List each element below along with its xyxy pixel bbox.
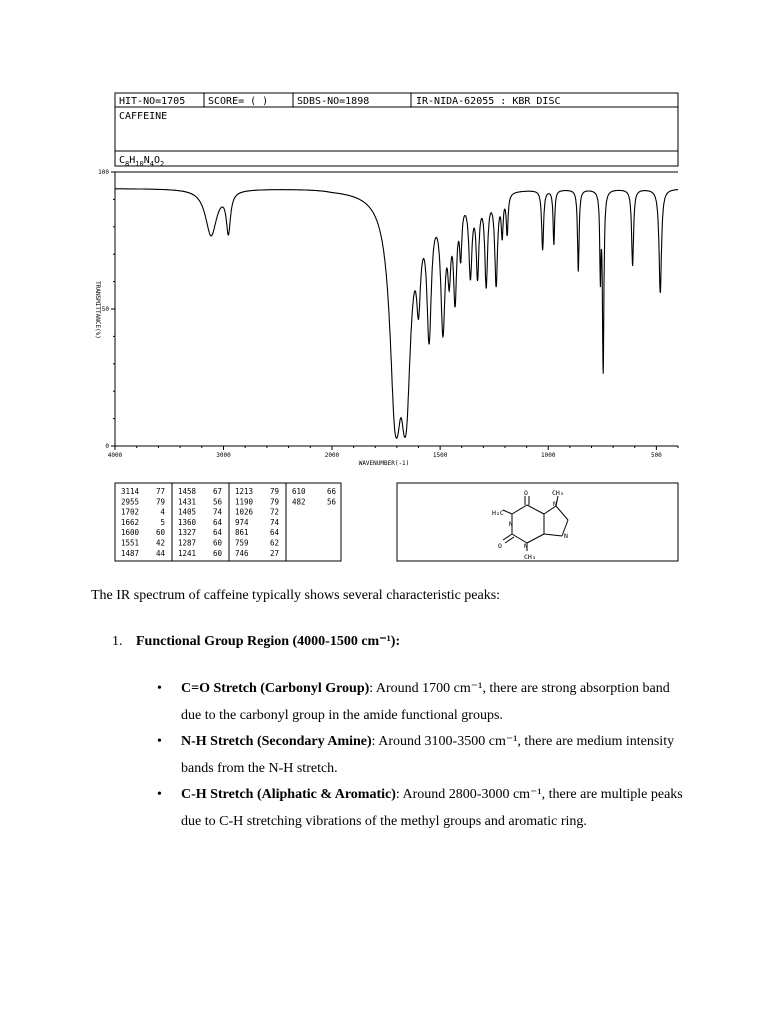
bullet-text: : Around 2800-3000 cm⁻¹, there are multiple peaks due to C-H stretching vibrations of the methyl groups and aromatic ring. xyxy=(181,787,683,829)
peak-wavenumber: 1360 xyxy=(178,517,197,527)
peak-transmittance: 5 xyxy=(160,517,165,527)
x-tick-label: 2000 xyxy=(324,452,340,459)
peak-wavenumber: 759 xyxy=(235,538,249,548)
peak-wavenumber: 2955 xyxy=(121,497,140,507)
intro-paragraph: The IR spectrum of caffeine typically shows several characteristic peaks: xyxy=(91,588,501,603)
bullet-text: : Around 3100-3500 cm⁻¹, there are medium intensity bands from the N-H stretch. xyxy=(181,734,675,776)
peak-table-box xyxy=(115,483,341,561)
ir-reference: IR-NIDA-62055 : KBR DISC xyxy=(416,96,561,107)
oxygen-label-top: O xyxy=(524,489,528,497)
y-tick-label: 100 xyxy=(98,169,109,176)
x-tick-label: 3000 xyxy=(216,452,231,459)
bullet-text: : Around 1700 cm⁻¹, there are strong absorption band due to the carbonyl group in the amide functional groups. xyxy=(181,681,670,723)
peak-wavenumber: 1287 xyxy=(178,538,197,548)
peak-wavenumber: 1431 xyxy=(178,497,197,507)
peak-wavenumber: 1026 xyxy=(235,507,254,517)
molecular-formula: $C_8H_{10}N_4O_2$ xyxy=(119,155,165,168)
methyl-label-left: H₃C xyxy=(492,509,504,517)
bullet-icon: • xyxy=(157,787,162,802)
list-number: 1. xyxy=(112,634,123,649)
peak-transmittance: 44 xyxy=(155,548,165,558)
methyl-label-top: CH₃ xyxy=(552,489,564,497)
x-axis-title: WAVENUMBER(-1) xyxy=(358,460,410,467)
peak-wavenumber: 1662 xyxy=(121,517,140,527)
peak-wavenumber: 1487 xyxy=(121,548,140,558)
peak-wavenumber: 1702 xyxy=(121,507,140,517)
list-item-functional-group-region xyxy=(112,633,400,650)
peak-transmittance: 79 xyxy=(269,497,279,507)
peak-transmittance: 79 xyxy=(269,487,279,496)
peak-wavenumber: 1327 xyxy=(178,528,197,538)
spectrum-line xyxy=(115,189,678,438)
peak-wavenumber: 1551 xyxy=(121,538,140,548)
peak-wavenumber: 3114 xyxy=(121,487,140,496)
compound-name: CAFFEINE xyxy=(119,111,168,122)
peak-wavenumber: 1213 xyxy=(235,487,254,496)
x-tick-label: 1500 xyxy=(432,452,448,459)
x-tick-label: 1000 xyxy=(541,452,556,459)
peak-transmittance: 56 xyxy=(212,497,222,507)
bullet-ch-stretch xyxy=(157,782,687,835)
peak-transmittance: 74 xyxy=(269,517,279,527)
oxygen-label-bottom: O xyxy=(498,542,502,550)
peak-transmittance: 79 xyxy=(155,497,165,507)
hit-number: HIT-NO=1705 xyxy=(119,96,186,107)
structure-box xyxy=(397,483,678,561)
peak-wavenumber: 482 xyxy=(292,497,306,507)
methyl-label-bottom: CH₃ xyxy=(524,553,536,561)
bullet-nh-stretch xyxy=(157,729,687,782)
peak-wavenumber: 1241 xyxy=(178,548,197,558)
peak-transmittance: 62 xyxy=(269,538,279,548)
header-box xyxy=(115,93,678,166)
peak-transmittance: 66 xyxy=(326,487,336,496)
peak-wavenumber: 974 xyxy=(235,517,249,527)
peak-transmittance: 64 xyxy=(212,517,222,527)
peak-transmittance: 56 xyxy=(326,497,336,507)
peak-transmittance: 72 xyxy=(269,507,279,517)
score: SCORE= ( ) xyxy=(208,96,269,107)
bullet-icon: • xyxy=(157,681,162,696)
peak-transmittance: 27 xyxy=(269,548,279,558)
bullet-list xyxy=(157,676,687,835)
peak-transmittance: 42 xyxy=(155,538,165,548)
x-tick-label: 500 xyxy=(650,452,662,459)
peak-wavenumber: 1190 xyxy=(235,497,254,507)
list-heading: Functional Group Region (4000-1500 cm⁻¹): xyxy=(136,634,401,649)
y-tick-label: 50 xyxy=(101,306,109,313)
nitrogen-label-9: N xyxy=(564,532,568,540)
nitrogen-label-3: N xyxy=(524,542,528,550)
y-axis-title: TRANSMITTANCE(%) xyxy=(94,281,101,339)
bullet-label: N-H Stretch (Secondary Amine) xyxy=(181,734,372,749)
bullet-icon: • xyxy=(157,734,162,749)
bullet-label: C=O Stretch (Carbonyl Group) xyxy=(181,681,370,696)
peak-wavenumber: 861 xyxy=(235,528,249,538)
sdbs-number: SDBS-NO=1898 xyxy=(297,96,370,107)
nitrogen-label-1: N xyxy=(509,520,513,528)
peak-wavenumber: 746 xyxy=(235,548,249,558)
peak-wavenumber: 1600 xyxy=(121,528,140,538)
peak-transmittance: 67 xyxy=(212,487,222,496)
peak-transmittance: 74 xyxy=(212,507,222,517)
x-tick-label: 4000 xyxy=(107,452,123,459)
bullet-carbonyl xyxy=(157,676,687,729)
peak-transmittance: 77 xyxy=(155,487,165,496)
peak-wavenumber: 610 xyxy=(292,487,306,496)
peak-wavenumber: 1458 xyxy=(178,487,197,496)
y-tick-label: 0 xyxy=(105,443,109,450)
peak-wavenumber: 1405 xyxy=(178,507,197,517)
peak-transmittance: 64 xyxy=(212,528,222,538)
peak-transmittance: 60 xyxy=(212,548,222,558)
peak-transmittance: 64 xyxy=(269,528,279,538)
bullet-label: C-H Stretch (Aliphatic & Aromatic) xyxy=(181,787,396,802)
peak-transmittance: 60 xyxy=(212,538,222,548)
peak-transmittance: 60 xyxy=(155,528,165,538)
nitrogen-label-7: N xyxy=(553,500,557,508)
peak-transmittance: 4 xyxy=(160,507,165,517)
